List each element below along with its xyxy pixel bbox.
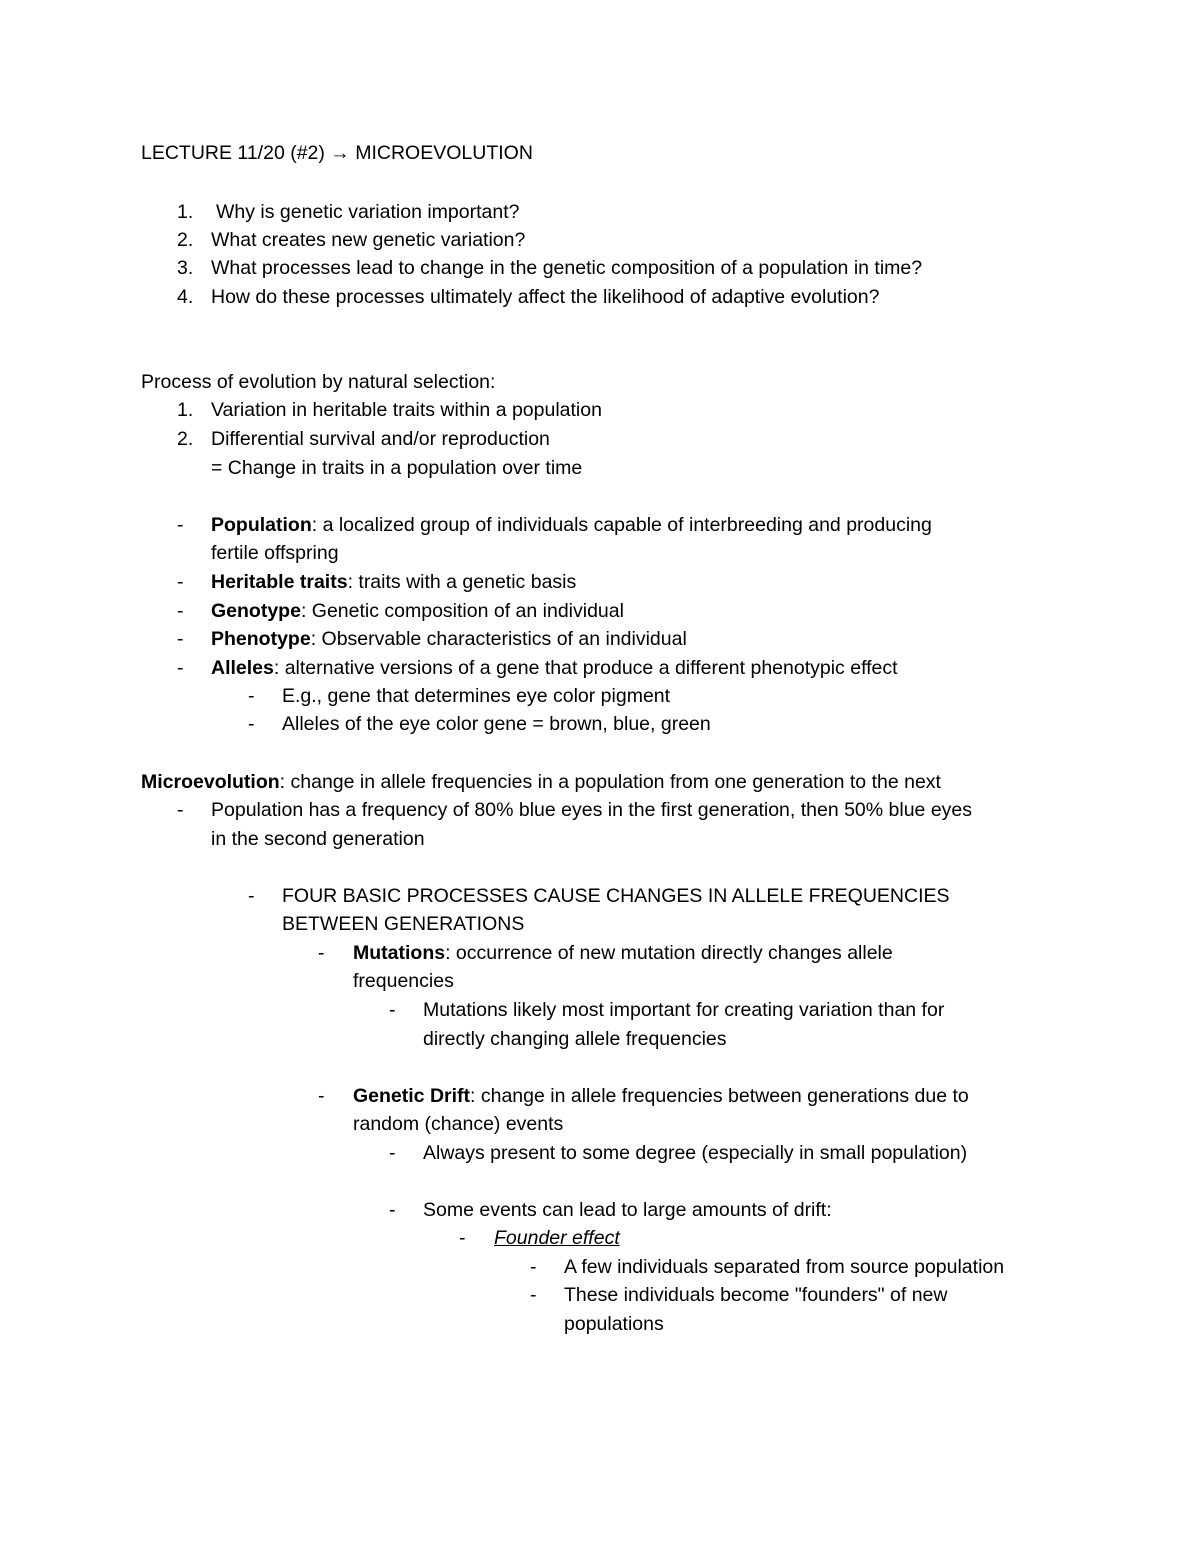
definition-heritable-traits bbox=[211, 570, 576, 594]
definition-phenotype bbox=[211, 627, 687, 651]
step-text: Differential survival and/or reproduction bbox=[211, 428, 550, 450]
processes-heading: FOUR BASIC PROCESSES CAUSE CHANGES IN ALLELE FREQUENCIES bbox=[282, 885, 950, 907]
dash-bullet: - bbox=[177, 628, 184, 650]
step-number: 2. bbox=[177, 428, 194, 450]
sub-item-text: A few individuals separated from source population bbox=[564, 1256, 1005, 1278]
dash-bullet: - bbox=[318, 1085, 325, 1107]
question-number: 2. bbox=[177, 229, 194, 251]
definition-genotype bbox=[211, 599, 624, 623]
sub-item-text: These individuals become "founders" of new bbox=[564, 1284, 948, 1306]
term-phenotype: Phenotype bbox=[211, 628, 311, 650]
dash-bullet: - bbox=[389, 1199, 396, 1221]
definition-text: : alternative versions of a gene that produce a different phenotypic effect bbox=[273, 657, 898, 679]
dash-bullet: - bbox=[389, 999, 396, 1021]
microevolution-definition bbox=[141, 770, 941, 794]
step-number: 1. bbox=[177, 399, 194, 421]
question-text: What processes lead to change in the genetic composition of a population in time? bbox=[211, 257, 923, 279]
question-text: What creates new genetic variation? bbox=[211, 229, 526, 251]
question-number: 4. bbox=[177, 286, 194, 308]
dash-bullet: - bbox=[248, 885, 255, 907]
definition-text: frequencies bbox=[353, 970, 454, 992]
dash-bullet: - bbox=[177, 571, 184, 593]
term-population: Population bbox=[211, 514, 312, 536]
dash-bullet: - bbox=[389, 1142, 396, 1164]
question-text: Why is genetic variation important? bbox=[216, 201, 520, 223]
question-text: How do these processes ultimately affect the likelihood of adaptive evolution? bbox=[211, 286, 880, 308]
definition-text: : Genetic composition of an individual bbox=[300, 600, 624, 622]
definition-population bbox=[211, 513, 932, 537]
term-genetic-drift: Genetic Drift bbox=[353, 1085, 471, 1107]
sub-item-text: Some events can lead to large amounts of drift: bbox=[423, 1199, 832, 1221]
dash-bullet: - bbox=[177, 799, 184, 821]
dash-bullet: - bbox=[459, 1227, 466, 1249]
definition-text: : a localized group of individuals capable of interbreeding and producing bbox=[311, 514, 932, 536]
dash-bullet: - bbox=[248, 685, 255, 707]
sub-item-text: Mutations likely most important for creating variation than for bbox=[423, 999, 945, 1021]
example-text: Population has a frequency of 80% blue eyes in the first generation, then 50% blue eyes bbox=[211, 799, 973, 821]
dash-bullet: - bbox=[248, 713, 255, 735]
processes-heading: BETWEEN GENERATIONS bbox=[282, 913, 525, 935]
sub-item-text: directly changing allele frequencies bbox=[423, 1028, 727, 1050]
term-mutations: Mutations bbox=[353, 942, 446, 964]
step-text: Variation in heritable traits within a population bbox=[211, 399, 602, 421]
definition-text: : change in allele frequencies in a population from one generation to the next bbox=[279, 771, 941, 793]
definition-text: : change in allele frequencies between generations due to bbox=[470, 1085, 969, 1107]
process-mutations bbox=[353, 941, 893, 965]
sub-item-text: Always present to some degree (especially in small population) bbox=[423, 1142, 968, 1164]
definition-text: : occurrence of new mutation directly changes allele bbox=[445, 942, 893, 964]
sub-item-text: E.g., gene that determines eye color pigment bbox=[282, 685, 671, 707]
process-genetic-drift bbox=[353, 1084, 969, 1108]
example-text: in the second generation bbox=[211, 828, 425, 850]
question-number: 3. bbox=[177, 257, 194, 279]
term-microevolution: Microevolution bbox=[141, 771, 280, 793]
dash-bullet: - bbox=[177, 514, 184, 536]
sub-item-text: populations bbox=[564, 1313, 664, 1335]
dash-bullet: - bbox=[530, 1284, 537, 1306]
page-title: LECTURE 11/20 (#2) → MICROEVOLUTION bbox=[141, 142, 533, 164]
sub-item-text: Alleles of the eye color gene = brown, blue, green bbox=[282, 713, 711, 735]
dash-bullet: - bbox=[177, 600, 184, 622]
definition-text: random (chance) events bbox=[353, 1113, 564, 1135]
definition-text: : traits with a genetic basis bbox=[347, 571, 577, 593]
definition-text: fertile offspring bbox=[211, 542, 339, 564]
dash-bullet: - bbox=[318, 942, 325, 964]
term-heritable-traits: Heritable traits bbox=[211, 571, 348, 593]
definition-text: : Observable characteristics of an individual bbox=[310, 628, 687, 650]
process-result: = Change in traits in a population over time bbox=[211, 457, 583, 479]
dash-bullet: - bbox=[177, 657, 184, 679]
term-genotype: Genotype bbox=[211, 600, 301, 622]
term-founder-effect: Founder effect bbox=[494, 1227, 620, 1249]
process-heading: Process of evolution by natural selection: bbox=[141, 371, 496, 393]
dash-bullet: - bbox=[530, 1256, 537, 1278]
question-number: 1. bbox=[177, 201, 194, 223]
term-alleles: Alleles bbox=[211, 657, 274, 679]
definition-alleles bbox=[211, 656, 898, 680]
